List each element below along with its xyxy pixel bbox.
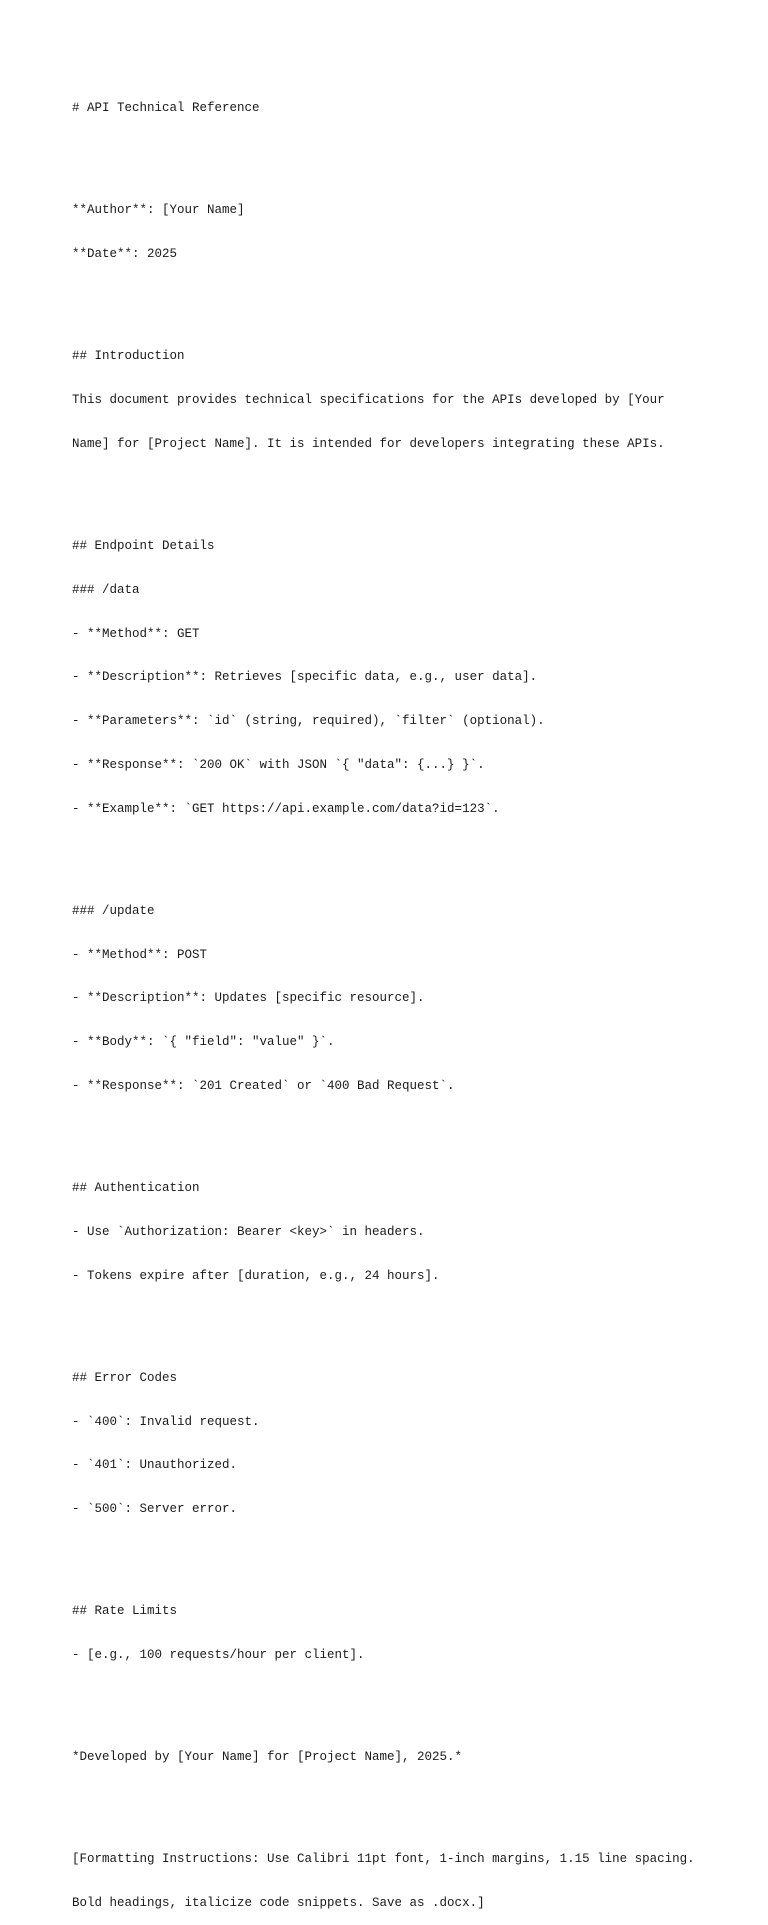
authentication-item: - Use `Authorization: Bearer <key>` in headers. — [72, 1224, 425, 1239]
update-endpoint-item: - **Response**: `201 Created` or `400 Bad Request`. — [72, 1078, 455, 1093]
rate-limits-heading: ## Rate Limits — [72, 1604, 178, 1619]
blank-line — [72, 845, 712, 860]
blank-line — [72, 145, 712, 160]
blank-line — [72, 481, 712, 496]
update-endpoint-item: - **Body**: `{ "field": "value" }`. — [72, 1035, 335, 1050]
update-endpoint-item: - **Description**: Updates [specific resource]. — [72, 991, 425, 1006]
rate-limit-item: - [e.g., 100 requests/hour per client]. — [72, 1648, 365, 1663]
document-body — [72, 72, 712, 1925]
blank-line — [72, 1546, 712, 1561]
blank-line — [72, 1123, 712, 1138]
blank-line — [72, 291, 712, 306]
endpoint-details-heading: ## Endpoint Details — [72, 539, 215, 553]
data-endpoint-item: - **Parameters**: `id` (string, required), `filter` (optional). — [72, 714, 545, 729]
blank-line — [72, 1312, 712, 1327]
introduction-text-line: Name] for [Project Name]. It is intended for developers integrating these APIs. — [72, 436, 665, 451]
update-endpoint-item: - **Method**: POST — [72, 947, 208, 962]
authentication-item: - Tokens expire after [duration, e.g., 24 hours]. — [72, 1268, 440, 1283]
document-title: # API Technical Reference — [72, 101, 260, 116]
error-codes-heading: ## Error Codes — [72, 1370, 178, 1385]
update-endpoint-heading: ### /update — [72, 903, 155, 918]
data-endpoint-item: - **Method**: GET — [72, 626, 200, 641]
error-code-item: - `400`: Invalid request. — [72, 1414, 260, 1429]
formatting-instructions-line: Bold headings, italicize code snippets. Save as .docx.] — [72, 1896, 485, 1911]
authentication-heading: ## Authentication — [72, 1181, 200, 1196]
data-endpoint-item: - **Description**: Retrieves [specific data, e.g., user data]. — [72, 670, 538, 685]
author-line: **Author**: [Your Name] — [72, 203, 245, 218]
blank-line — [72, 1692, 712, 1707]
data-endpoint-item: - **Response**: `200 OK` with JSON `{ "data": {...} }`. — [72, 757, 485, 772]
formatting-instructions-line: [Formatting Instructions: Use Calibri 11pt font, 1-inch margins, 1.15 line spacing. — [72, 1852, 695, 1867]
footer-credit: *Developed by [Your Name] for [Project Name], 2025.* — [72, 1750, 463, 1765]
data-endpoint-item: - **Example**: `GET https://api.example.com/data?id=123`. — [72, 801, 500, 816]
data-endpoint-heading: ### /data — [72, 582, 140, 597]
introduction-heading: ## Introduction — [72, 349, 185, 364]
introduction-text-line: This document provides technical specifications for the APIs developed by [Your — [72, 393, 665, 408]
error-code-item: - `500`: Server error. — [72, 1502, 238, 1517]
error-code-item: - `401`: Unauthorized. — [72, 1458, 238, 1473]
date-line: **Date**: 2025 — [72, 247, 178, 262]
blank-line — [72, 1794, 712, 1809]
